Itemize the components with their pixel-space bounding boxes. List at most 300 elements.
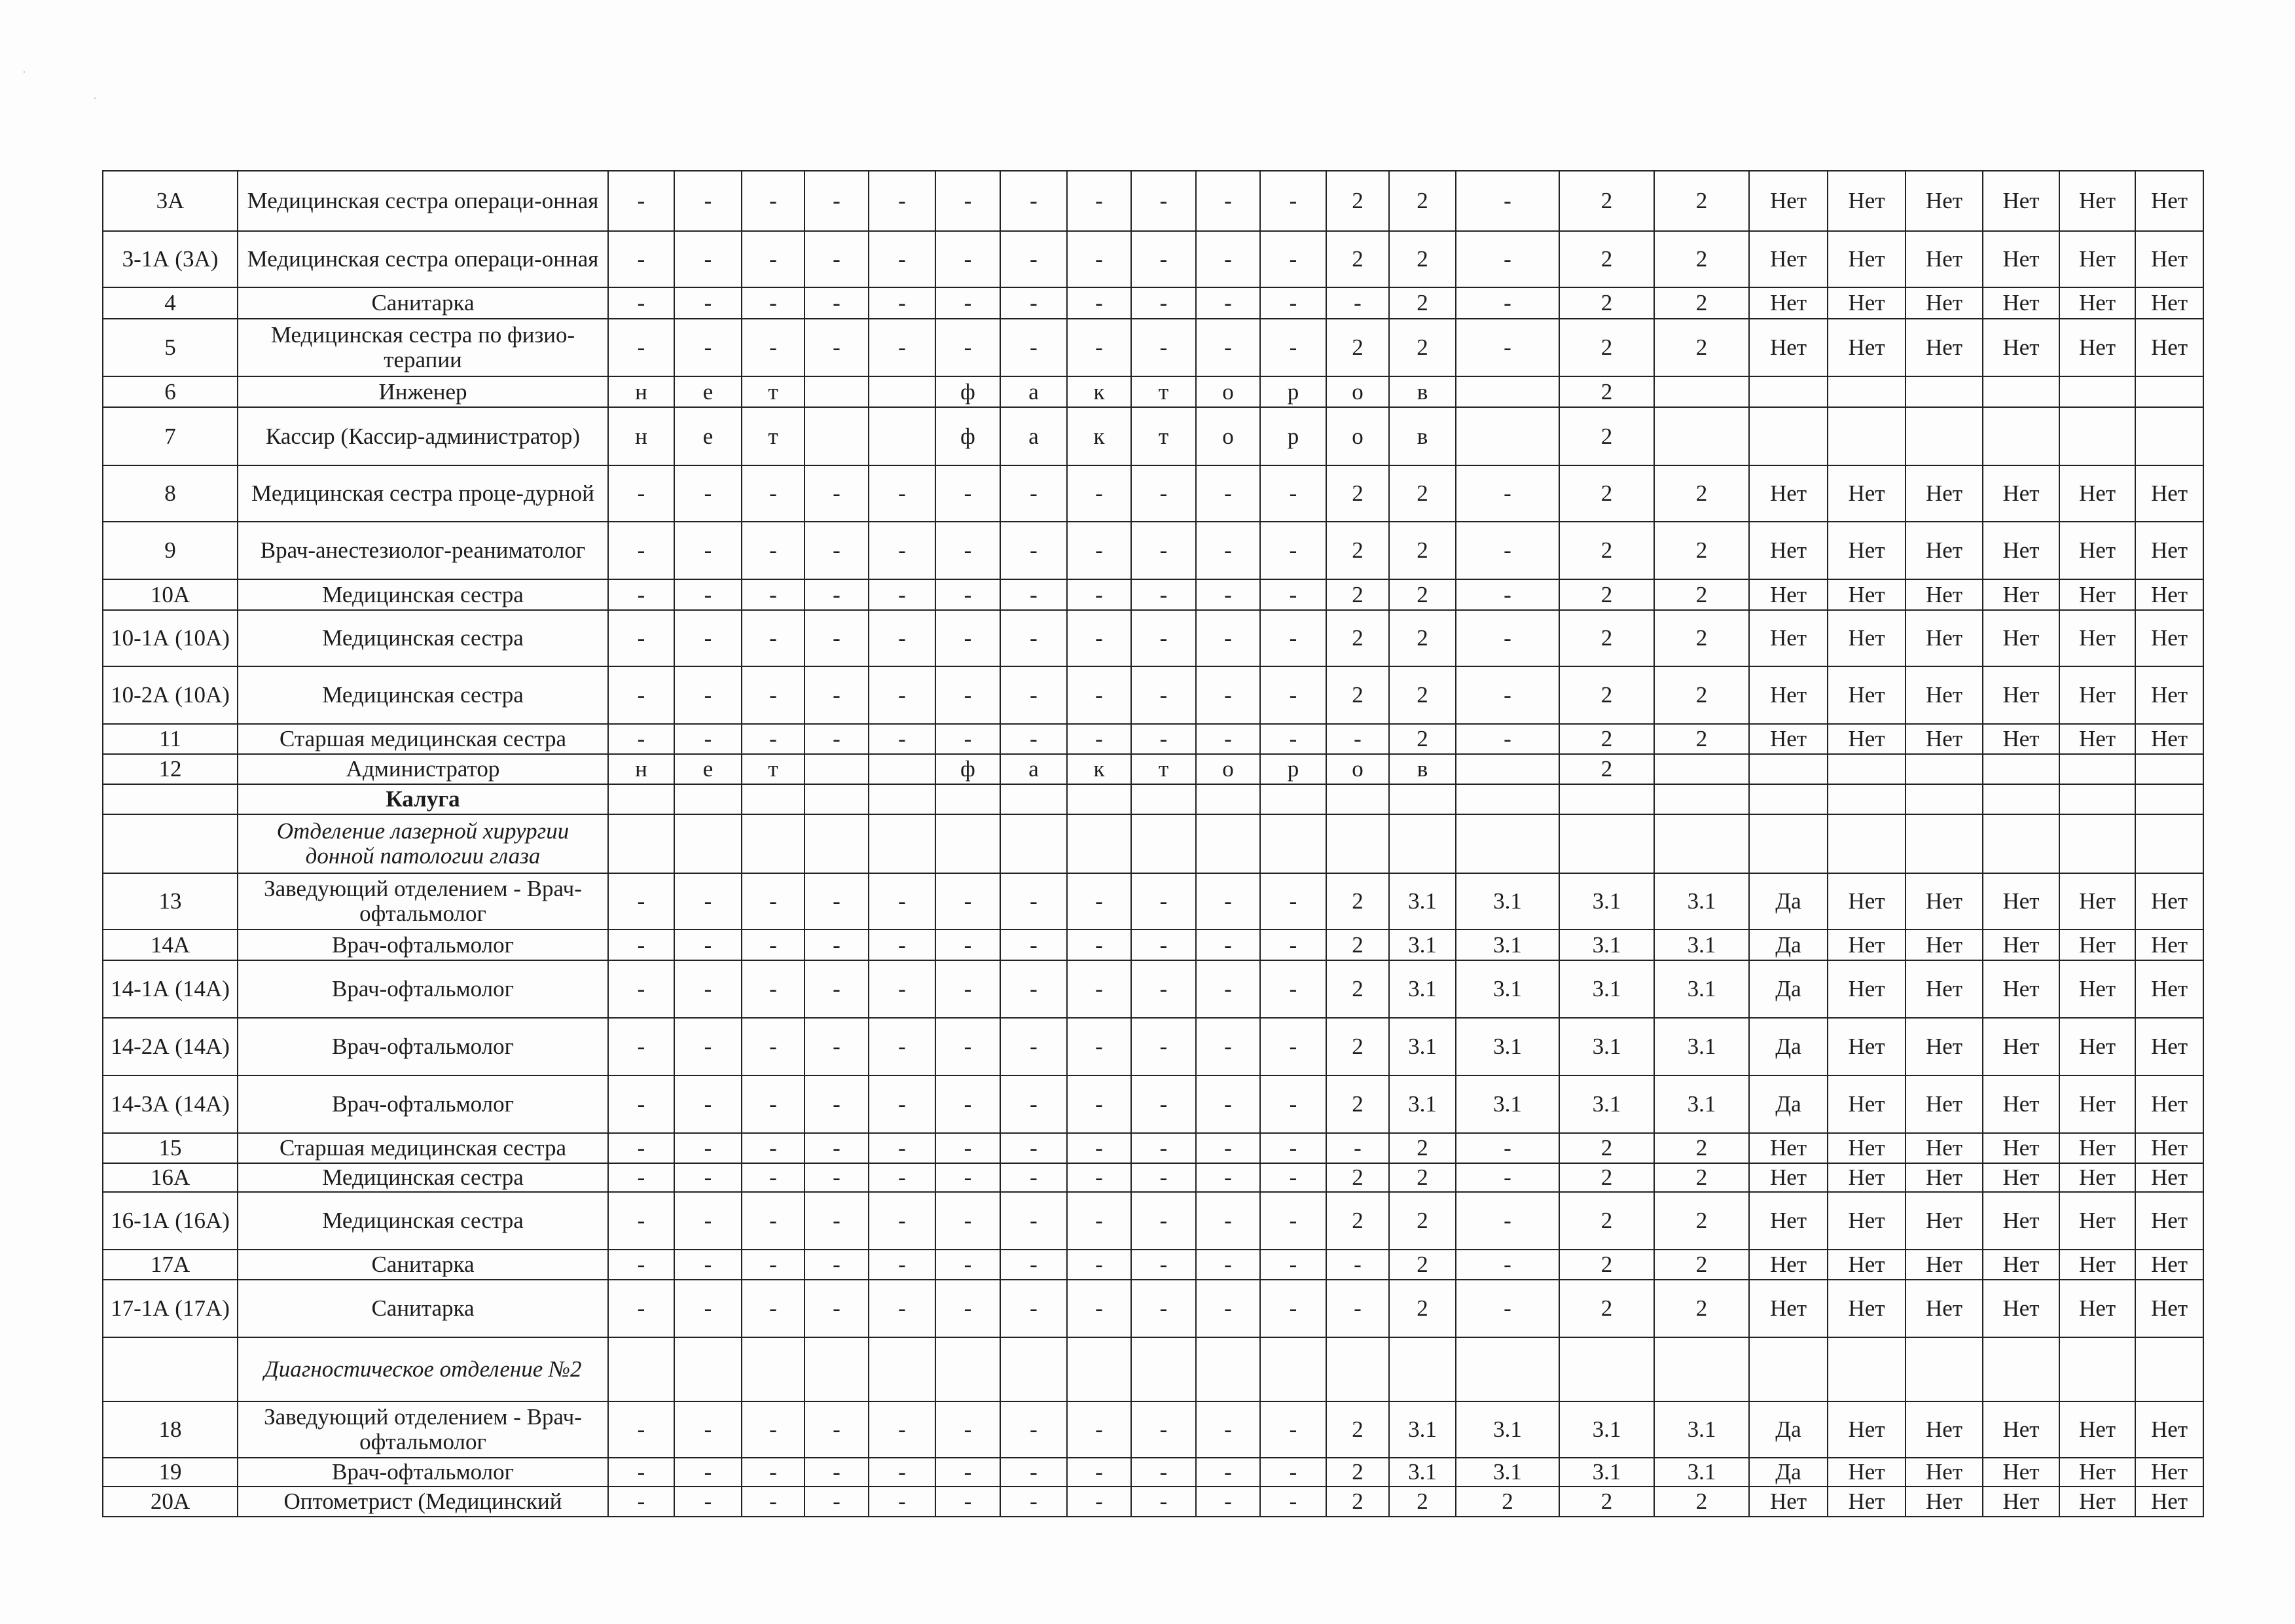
factor-cell: Да [1749,1458,1828,1487]
factor-cell [1749,784,1828,814]
factor-cell: 2 [1326,1401,1389,1458]
factor-cell: к [1067,407,1131,465]
factor-cell: 3.1 [1389,960,1456,1018]
factor-cell: ф [935,407,1000,465]
factor-cell: - [804,1280,869,1337]
factor-cell: - [608,231,674,287]
factor-cell: - [1260,319,1326,376]
factor-cell: - [742,1192,804,1250]
factor-cell: Нет [1983,171,2059,231]
factor-cell [2135,754,2203,784]
factor-cell: Нет [2059,1192,2135,1250]
workplace-code: 10-2А (10А) [103,666,238,724]
factor-cell: 2 [1559,407,1654,465]
factor-cell: Нет [1749,1133,1828,1163]
factor-cell: - [1260,1018,1326,1075]
position-name: Медицинская сестра [238,666,608,724]
table-row [103,407,2203,465]
factor-cell: Нет [1906,522,1983,579]
factor-cell [1983,814,2059,873]
factor-cell: 2 [1326,231,1389,287]
factor-cell: - [1196,1250,1260,1280]
workplace-code [103,784,238,814]
factor-cell: - [742,1401,804,1458]
factor-cell: 2 [1389,610,1456,666]
factor-cell: - [869,1018,935,1075]
factor-cell: - [1260,1075,1326,1133]
position-name: Врач-анестезиолог-реаниматолог [238,522,608,579]
factor-cell: 2 [1559,287,1654,319]
factor-cell: Нет [2135,1192,2203,1250]
factor-cell: - [1260,960,1326,1018]
factor-cell: - [1456,610,1559,666]
factor-cell: Нет [1749,231,1828,287]
factor-cell: Нет [1749,319,1828,376]
factor-cell: 2 [1389,231,1456,287]
factor-cell: - [1456,319,1559,376]
factor-cell: в [1389,407,1456,465]
factor-cell: - [674,522,742,579]
factor-cell: - [1000,1163,1067,1192]
factor-cell [608,1337,674,1401]
factor-cell: - [1260,579,1326,610]
factor-cell: 2 [1389,1487,1456,1517]
factor-cell: Нет [2059,1075,2135,1133]
factor-cell: Нет [1828,1280,1906,1337]
factor-cell: а [1000,376,1067,407]
factor-cell: - [742,666,804,724]
factor-cell: - [1456,1250,1559,1280]
factor-cell: - [1260,465,1326,522]
factor-cell: - [742,1458,804,1487]
factor-cell: 3.1 [1654,1075,1749,1133]
factor-cell: н [608,376,674,407]
factor-cell [1906,1337,1983,1401]
factor-cell: Нет [2059,319,2135,376]
factor-cell: Нет [1828,960,1906,1018]
factor-cell [1389,1337,1456,1401]
position-name: Инженер [238,376,608,407]
factor-cell: - [674,1192,742,1250]
factor-cell: - [1131,666,1196,724]
table-row [103,465,2203,522]
factor-cell: Нет [2059,1018,2135,1075]
factor-cell: 2 [1326,1458,1389,1487]
workplace-code [103,814,238,873]
position-name: Оптометрист (Медицинский [238,1487,608,1517]
factor-cell: 2 [1559,1163,1654,1192]
factor-cell: 2 [1559,171,1654,231]
factor-cell: Нет [2059,1163,2135,1192]
factor-cell: Нет [1749,610,1828,666]
factor-cell: Нет [1749,1487,1828,1517]
factor-cell [1654,1337,1749,1401]
factor-cell: Нет [2059,171,2135,231]
factor-cell: - [1131,1280,1196,1337]
factor-cell: - [804,171,869,231]
factor-cell: - [1067,1280,1131,1337]
workplace-code: 3А [103,171,238,231]
factor-cell: 2 [1654,610,1749,666]
factor-cell [2135,1337,2203,1401]
factor-cell: - [804,319,869,376]
factor-cell: о [1326,376,1389,407]
factor-cell: Нет [1983,610,2059,666]
factor-cell: - [804,610,869,666]
factor-cell: 2 [1326,1018,1389,1075]
factor-cell: Нет [1906,610,1983,666]
factor-cell: - [674,929,742,960]
factor-cell [1000,784,1067,814]
factor-cell [1906,376,1983,407]
factor-cell: - [935,666,1000,724]
factor-cell: - [1131,171,1196,231]
workplace-code: 12 [103,754,238,784]
factor-cell: - [1456,1192,1559,1250]
factor-cell: 2 [1326,666,1389,724]
factor-cell: 2 [1654,666,1749,724]
factor-cell: - [869,960,935,1018]
factor-cell: - [1196,231,1260,287]
factor-cell: 2 [1389,319,1456,376]
factor-cell: - [935,231,1000,287]
position-name: Врач-офтальмолог [238,1075,608,1133]
factor-cell: - [674,1133,742,1163]
table-row [103,1163,2203,1192]
factor-cell: - [869,666,935,724]
factor-cell [2059,1337,2135,1401]
workplace-code: 13 [103,873,238,929]
workplace-code: 14-2А (14А) [103,1018,238,1075]
factor-cell: - [608,1401,674,1458]
factor-cell: ф [935,376,1000,407]
factor-cell: Нет [2135,960,2203,1018]
position-name: Санитарка [238,1250,608,1280]
factor-cell: 2 [1559,610,1654,666]
factor-cell: 2 [1326,579,1389,610]
factor-cell: - [1260,1487,1326,1517]
factor-cell [1326,784,1389,814]
factor-cell: 3.1 [1654,1458,1749,1487]
factor-cell: - [1196,960,1260,1018]
factor-cell: - [608,929,674,960]
factor-cell: - [804,1487,869,1517]
factor-cell: Нет [1983,1192,2059,1250]
factor-cell: Нет [1828,287,1906,319]
position-name: Врач-офтальмолог [238,960,608,1018]
factor-cell: - [608,287,674,319]
factor-cell: 2 [1654,1250,1749,1280]
factor-cell: Нет [1749,1192,1828,1250]
factor-cell [1749,407,1828,465]
factor-cell: Нет [2135,287,2203,319]
factor-cell [1326,814,1389,873]
factor-cell: к [1067,376,1131,407]
factor-cell: 2 [1326,522,1389,579]
factor-cell: Нет [1828,1250,1906,1280]
table-row [103,1337,2203,1401]
factor-cell: - [935,724,1000,754]
factor-cell [1067,1337,1131,1401]
factor-cell: 2 [1326,171,1389,231]
factor-cell: Нет [2059,929,2135,960]
factor-cell: - [674,1075,742,1133]
factor-cell: Нет [1749,1163,1828,1192]
factor-cell: 2 [1389,1192,1456,1250]
factor-cell: 3.1 [1456,960,1559,1018]
factor-cell: 2 [1389,1163,1456,1192]
factor-cell: Нет [2135,1250,2203,1280]
factor-cell: Нет [2135,1487,2203,1517]
factor-cell: - [1067,1487,1131,1517]
factor-cell: - [1000,1018,1067,1075]
position-name: Медицинская сестра [238,1163,608,1192]
factor-cell: Нет [1828,929,1906,960]
factor-cell: - [935,1163,1000,1192]
factor-cell: - [1260,724,1326,754]
factor-cell [1654,784,1749,814]
factor-cell: - [935,873,1000,929]
factor-cell: 3.1 [1456,1401,1559,1458]
scan-speck: · [93,92,97,105]
factor-cell: - [1196,465,1260,522]
factor-cell: - [869,873,935,929]
factor-cell [2059,407,2135,465]
factor-cell: - [1196,319,1260,376]
factor-cell: - [869,929,935,960]
workplace-code: 4 [103,287,238,319]
factor-cell: - [804,1192,869,1250]
position-name: Санитарка [238,1280,608,1337]
factor-cell: - [608,1075,674,1133]
factor-cell: Нет [1828,319,1906,376]
factor-cell: - [608,522,674,579]
workplace-code: 17А [103,1250,238,1280]
factor-cell: Нет [1828,1192,1906,1250]
factor-cell [1749,814,1828,873]
factor-cell: 2 [1389,287,1456,319]
factor-cell: Нет [1983,873,2059,929]
factor-cell: - [608,724,674,754]
factor-cell: Нет [2135,1133,2203,1163]
factor-cell: 2 [1559,465,1654,522]
factor-cell: Нет [1749,287,1828,319]
factor-cell: 2 [1654,579,1749,610]
factor-cell: - [674,873,742,929]
factor-cell [1828,814,1906,873]
factor-cell: - [1326,1280,1389,1337]
factor-cell: 2 [1559,579,1654,610]
factor-cell [2059,784,2135,814]
factor-cell: - [869,1163,935,1192]
factor-cell: - [1131,1401,1196,1458]
factor-cell: - [1131,1018,1196,1075]
factor-cell: 2 [1559,319,1654,376]
factor-cell [1131,814,1196,873]
factor-cell: Нет [1828,724,1906,754]
factor-cell: - [1000,666,1067,724]
factor-cell: - [869,1075,935,1133]
factor-cell: Нет [1906,1192,1983,1250]
factor-cell: - [804,1133,869,1163]
factor-cell: - [674,287,742,319]
factor-cell [1983,407,2059,465]
table-row [103,814,2203,873]
factor-cell: - [674,465,742,522]
factor-cell: - [1000,231,1067,287]
factor-cell: - [674,724,742,754]
factor-cell: - [1260,873,1326,929]
factor-cell: - [1131,287,1196,319]
table-row [103,873,2203,929]
workplace-code: 14-1А (14А) [103,960,238,1018]
factor-cell: - [935,171,1000,231]
position-name: Медицинская сестра [238,610,608,666]
factor-cell: - [804,1250,869,1280]
factor-cell [1559,1337,1654,1401]
position-name: Старшая медицинская сестра [238,724,608,754]
factor-cell: 2 [1389,465,1456,522]
factor-cell: Нет [2135,171,2203,231]
factor-cell: 2 [1559,666,1654,724]
factor-cell: 3.1 [1389,1018,1456,1075]
factor-cell: - [674,960,742,1018]
workplace-code: 16А [103,1163,238,1192]
factor-cell [1196,1337,1260,1401]
factor-cell: 3.1 [1654,1401,1749,1458]
factor-cell: - [1131,960,1196,1018]
factor-cell: - [1131,1487,1196,1517]
factor-cell: Нет [2059,1458,2135,1487]
factor-cell: 2 [1559,376,1654,407]
position-name: Старшая медицинская сестра [238,1133,608,1163]
factor-cell [608,814,674,873]
factor-cell [1906,754,1983,784]
factor-cell: 3.1 [1389,873,1456,929]
workplace-code: 17-1А (17А) [103,1280,238,1337]
factor-cell: а [1000,407,1067,465]
factor-cell: - [869,1458,935,1487]
factor-cell: 2 [1654,1487,1749,1517]
factor-cell: Нет [1828,579,1906,610]
factor-cell: - [1131,929,1196,960]
factor-cell: - [1456,666,1559,724]
factor-cell: - [869,610,935,666]
factor-cell: - [608,1458,674,1487]
factor-cell: Нет [1906,724,1983,754]
factor-cell: - [742,1075,804,1133]
factor-cell: 2 [1326,1075,1389,1133]
factor-cell: Нет [1749,1280,1828,1337]
factor-cell: Нет [1749,1250,1828,1280]
factor-cell: Нет [2135,1401,2203,1458]
factor-cell: - [869,1401,935,1458]
table-row [103,1250,2203,1280]
factor-cell: - [742,1133,804,1163]
factor-cell: - [1196,522,1260,579]
factor-cell: - [1260,1250,1326,1280]
factor-cell: - [608,465,674,522]
factor-cell: 2 [1326,1163,1389,1192]
factor-cell: - [1131,1192,1196,1250]
factor-cell: - [742,1280,804,1337]
factor-cell: - [1000,1458,1067,1487]
factor-cell: 3.1 [1654,929,1749,960]
factor-cell: Нет [1983,579,2059,610]
factor-cell: - [674,1487,742,1517]
factor-cell: Нет [1983,1163,2059,1192]
factor-cell: - [869,1133,935,1163]
factor-cell [1983,1337,2059,1401]
factor-cell: н [608,754,674,784]
factor-cell: - [869,465,935,522]
factor-cell: - [935,522,1000,579]
factor-cell: 2 [1559,1280,1654,1337]
position-name: Администратор [238,754,608,784]
factor-cell: 3.1 [1559,1401,1654,1458]
factor-cell: - [1131,724,1196,754]
factor-cell: - [1260,666,1326,724]
factor-cell: - [608,666,674,724]
factor-cell: - [1131,610,1196,666]
factor-cell: а [1000,754,1067,784]
factor-cell: 2 [1559,1133,1654,1163]
factor-cell: 2 [1389,171,1456,231]
factor-cell: - [935,960,1000,1018]
factor-cell [869,784,935,814]
factor-cell: - [742,522,804,579]
factor-cell: - [804,231,869,287]
factor-cell [804,814,869,873]
factor-cell: 2 [1389,724,1456,754]
factor-cell: Нет [1828,666,1906,724]
factor-cell [742,784,804,814]
factor-cell: - [742,231,804,287]
factor-cell [1654,407,1749,465]
factor-cell: 3.1 [1456,1018,1559,1075]
table-row [103,579,2203,610]
workplace-code: 11 [103,724,238,754]
scan-speck: · [22,65,26,79]
factor-cell [1828,754,1906,784]
factor-cell: 2 [1326,319,1389,376]
factor-cell: Нет [1828,1458,1906,1487]
position-name: Заведующий отделением - Врач-офтальмолог [238,1401,608,1458]
factor-cell: - [742,319,804,376]
factor-cell [674,784,742,814]
factor-cell [1067,784,1131,814]
factor-cell: Нет [1906,287,1983,319]
factor-cell: о [1196,376,1260,407]
factor-cell: - [935,1250,1000,1280]
factor-cell [1983,754,2059,784]
factor-cell: - [608,1487,674,1517]
factor-cell: - [608,610,674,666]
factor-cell: - [869,1487,935,1517]
table-row [103,610,2203,666]
factor-cell: - [1067,1401,1131,1458]
factor-cell: Нет [2059,1401,2135,1458]
factor-cell: 2 [1654,287,1749,319]
factor-cell: Нет [1749,579,1828,610]
workplace-code: 10-1А (10А) [103,610,238,666]
workplace-code: 9 [103,522,238,579]
factor-cell: 3.1 [1559,873,1654,929]
factor-cell: Нет [1828,1018,1906,1075]
factor-cell: - [935,929,1000,960]
factor-cell: Нет [1749,171,1828,231]
factor-cell: Нет [1828,1487,1906,1517]
